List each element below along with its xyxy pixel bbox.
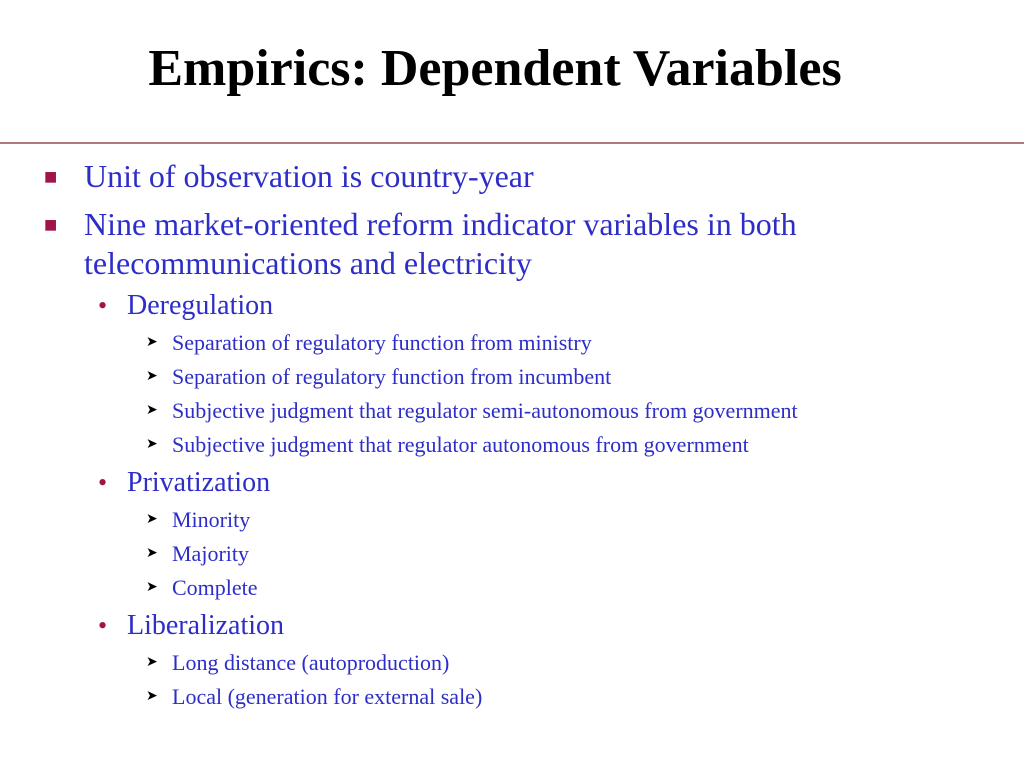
dot-bullet-icon: •	[98, 291, 108, 320]
arrow-bullet-icon: ➤	[146, 437, 158, 452]
arrow-bullet-icon: ➤	[146, 655, 158, 670]
square-bullet-icon: ■	[44, 164, 58, 189]
group-label: Deregulation	[127, 290, 274, 321]
title-divider	[0, 142, 1024, 144]
square-bullet-icon: ■	[44, 212, 58, 237]
arrow-bullet-icon: ➤	[146, 512, 158, 527]
group-label: Privatization	[127, 467, 271, 498]
bullet-text-line1: Nine market-oriented reform indicator variables in both	[84, 206, 797, 242]
arrow-bullet-icon: ➤	[146, 689, 158, 704]
bullet-text: Unit of observation is country-year	[84, 158, 534, 194]
list-item-text: Complete	[172, 575, 258, 600]
arrow-bullet-icon: ➤	[146, 369, 158, 384]
list-item-text: Subjective judgment that regulator semi-autonomous from government	[172, 398, 798, 423]
list-item-text: Majority	[172, 541, 249, 566]
arrow-bullet-icon: ➤	[146, 580, 158, 595]
bullet-text-line2: telecommunications and electricity	[84, 245, 532, 281]
list-item-text: Minority	[172, 507, 251, 532]
group-label: Liberalization	[127, 610, 285, 641]
arrow-bullet-icon: ➤	[146, 335, 158, 350]
list-item-text: Long distance (autoproduction)	[172, 650, 450, 675]
slide-title: Empirics: Dependent Variables	[148, 40, 842, 97]
dot-bullet-icon: •	[98, 468, 108, 497]
list-item-text: Separation of regulatory function from incumbent	[172, 364, 612, 389]
list-item-text: Local (generation for external sale)	[172, 684, 483, 709]
arrow-bullet-icon: ➤	[146, 546, 158, 561]
list-item-text: Separation of regulatory function from ministry	[172, 330, 592, 355]
dot-bullet-icon: •	[98, 611, 108, 640]
arrow-bullet-icon: ➤	[146, 403, 158, 418]
list-item-text: Subjective judgment that regulator autonomous from government	[172, 432, 749, 457]
